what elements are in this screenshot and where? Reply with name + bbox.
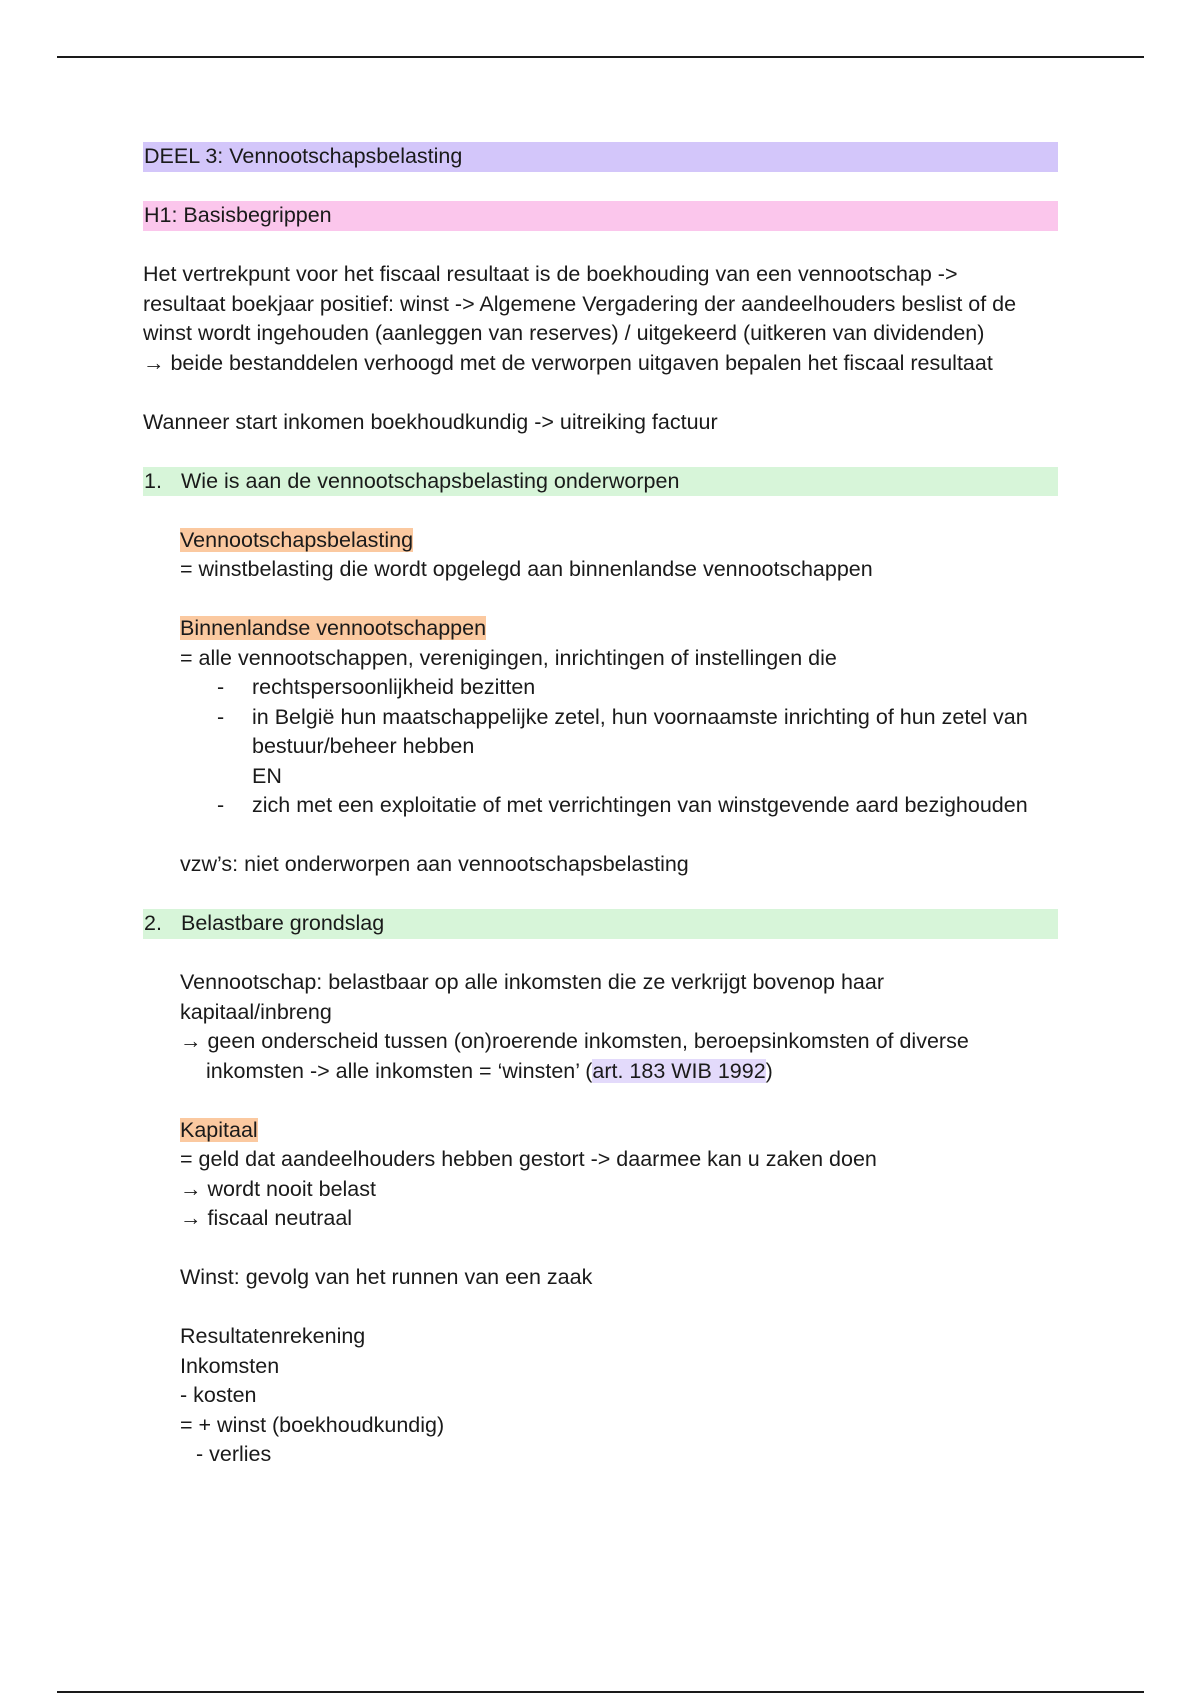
section-1-number: 1. bbox=[144, 468, 162, 493]
kapitaal-arrow-2: → fiscaal neutraal bbox=[180, 1206, 353, 1230]
resultatenrekening-line: = + winst (boekhoudkundig) bbox=[180, 1412, 445, 1437]
term-kapitaal-definition: = geld dat aandeelhouders hebben gestort -> daarmee kan u zaken doen bbox=[180, 1147, 877, 1171]
bullet-text-content: in België hun maatschappelijke zetel, hun voornaamste inrichting of hun zetel van bestuur/beheer hebben bbox=[252, 704, 1028, 758]
intro-line-3: winst wordt ingehouden (aanleggen van reserves) / uitgekeerd (uitkeren van dividenden) bbox=[143, 321, 985, 345]
section-2-title: Belastbare grondslag bbox=[181, 911, 385, 935]
section-2-heading bbox=[143, 909, 1058, 939]
term-vennootschapsbelasting bbox=[143, 526, 1058, 556]
bullet-text bbox=[252, 703, 1058, 792]
tax-base-line-2: kapitaal/inbreng bbox=[180, 999, 332, 1024]
list-item bbox=[143, 673, 1058, 703]
term-highlight: Vennootschapsbelasting bbox=[180, 527, 414, 552]
document-body bbox=[143, 142, 1058, 1470]
footer-rule bbox=[57, 1691, 1144, 1693]
intro-line-1: Het vertrekpunt voor het fiscaal resultaat is de boekhouding van een vennootschap -> bbox=[143, 262, 958, 286]
tax-base-line-4-text: inkomsten -> alle inkomsten = ‘winsten’ ( bbox=[206, 1058, 593, 1083]
section-1-title: Wie is aan de vennootschapsbelasting onderworpen bbox=[181, 468, 680, 493]
tax-base-line-4-close: ) bbox=[765, 1058, 773, 1083]
resultatenrekening-line: - verlies bbox=[196, 1442, 272, 1466]
section-2-number: 2. bbox=[144, 911, 162, 935]
resultatenrekening-line: Inkomsten bbox=[180, 1353, 280, 1378]
law-reference: art. 183 WIB 1992 bbox=[592, 1058, 766, 1083]
resultatenrekening-title: Resultatenrekening bbox=[180, 1324, 366, 1348]
bullet-dash: - bbox=[217, 675, 225, 699]
bullet-dash: - bbox=[217, 793, 225, 817]
tax-base-line-4 bbox=[143, 1057, 1058, 1087]
term-kapitaal bbox=[143, 1116, 1058, 1146]
resultatenrekening-line: - kosten bbox=[180, 1383, 257, 1407]
list-item bbox=[143, 703, 1058, 792]
term-binnenlandse-vennootschappen-definition: = alle vennootschappen, verenigingen, inrichtingen of instellingen die bbox=[180, 645, 837, 670]
term-vennootschapsbelasting-definition: = winstbelasting die wordt opgelegd aan binnenlandse vennootschappen bbox=[180, 557, 873, 581]
bullet-text: rechtspersoonlijkheid bezitten bbox=[252, 675, 536, 699]
bullet-text: zich met een exploitatie of met verrichtingen van winstgevende aard bezighouden bbox=[252, 793, 1028, 817]
kapitaal-arrow-1: → wordt nooit belast bbox=[180, 1176, 376, 1201]
tax-base-line-1: Vennootschap: belastbaar op alle inkomsten die ze verkrijgt bovenop haar bbox=[180, 970, 884, 994]
vzw-line: vzw’s: niet onderworpen aan vennootschapsbelasting bbox=[180, 852, 689, 876]
header-rule bbox=[57, 56, 1144, 58]
section-1-heading bbox=[143, 467, 1058, 497]
term-binnenlandse-vennootschappen bbox=[143, 614, 1058, 644]
term-highlight: Kapitaal bbox=[180, 1117, 258, 1142]
start-income-line: Wanneer start inkomen boekhoudkundig -> uitreiking factuur bbox=[143, 409, 718, 434]
chapter-heading: H1: Basisbegrippen bbox=[143, 201, 1058, 231]
intro-line-2: resultaat boekjaar positief: winst -> Algemene Vergadering der aandeelhouders beslist of de bbox=[143, 291, 1017, 316]
list-item bbox=[143, 791, 1058, 821]
part-heading: DEEL 3: Vennootschapsbelasting bbox=[143, 142, 1058, 172]
tax-base-line-3: → geen onderscheid tussen (on)roerende inkomsten, beroepsinkomsten of diverse bbox=[180, 1029, 969, 1053]
winst-line: Winst: gevolg van het runnen van een zaak bbox=[180, 1265, 593, 1289]
term-highlight: Binnenlandse vennootschappen bbox=[180, 616, 487, 640]
intro-line-4: → beide bestanddelen verhoogd met de verworpen uitgaven bepalen het fiscaal resultaat bbox=[143, 350, 993, 375]
bullet-en-conjunction: EN bbox=[252, 763, 282, 788]
bullet-dash: - bbox=[217, 704, 225, 729]
